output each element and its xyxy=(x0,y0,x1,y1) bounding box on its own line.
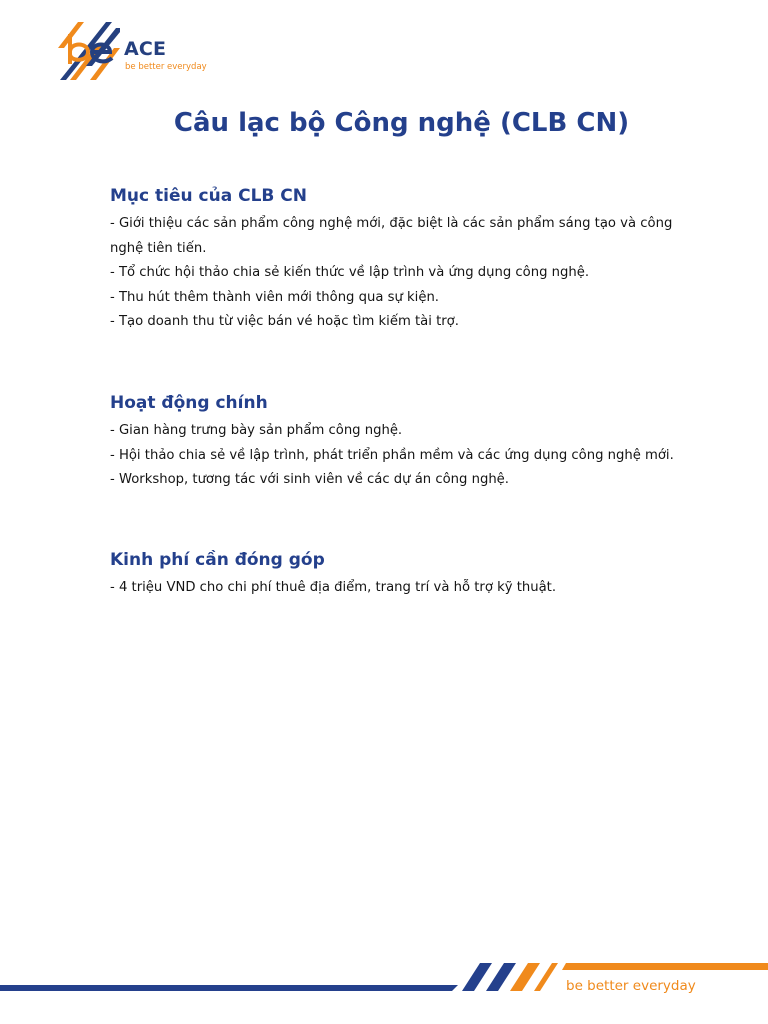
ace-logo-mark-icon xyxy=(56,20,122,82)
ace-logo xyxy=(56,20,216,82)
list-item: - 4 triệu VND cho chi phí thuê địa điểm, trang trí và hỗ trợ kỹ thuật. xyxy=(110,580,557,595)
list-item: - Tổ chức hội thảo chia sẻ kiến thức về lập trình và ứng dụng công nghệ. xyxy=(110,265,590,280)
logo-name: ACE xyxy=(124,38,167,60)
page-title: Câu lạc bộ Công nghệ (CLB CN) xyxy=(173,108,630,138)
footer-band xyxy=(0,955,768,1005)
list-item: - Workshop, tương tác với sinh viên về các dự án công nghệ. xyxy=(110,472,509,487)
section-heading: Kinh phí cần đóng góp xyxy=(110,550,325,570)
footer-tagline: be better everyday xyxy=(566,978,696,994)
list-item: - Tạo doanh thu từ việc bán vé hoặc tìm kiếm tài trợ. xyxy=(110,314,459,329)
section-activities xyxy=(110,391,690,493)
section-heading: Mục tiêu của CLB CN xyxy=(110,186,307,206)
section-budget xyxy=(110,548,690,601)
list-item: - Thu hút thêm thành viên mới thông qua sự kiện. xyxy=(110,289,439,305)
list-item: - Giới thiệu các sản phẩm công nghệ mới, đặc biệt là các sản phẩm sáng tạo và công nghệ tiên tiến. xyxy=(110,216,673,256)
section-goals xyxy=(110,184,690,335)
logo-tagline: be better everyday xyxy=(125,62,207,72)
section-heading: Hoạt động chính xyxy=(110,393,268,413)
list-item: - Hội thảo chia sẻ về lập trình, phát triển phần mềm và các ứng dụng công nghệ mới. xyxy=(110,447,674,463)
list-item: - Gian hàng trưng bày sản phẩm công nghệ. xyxy=(110,423,403,438)
